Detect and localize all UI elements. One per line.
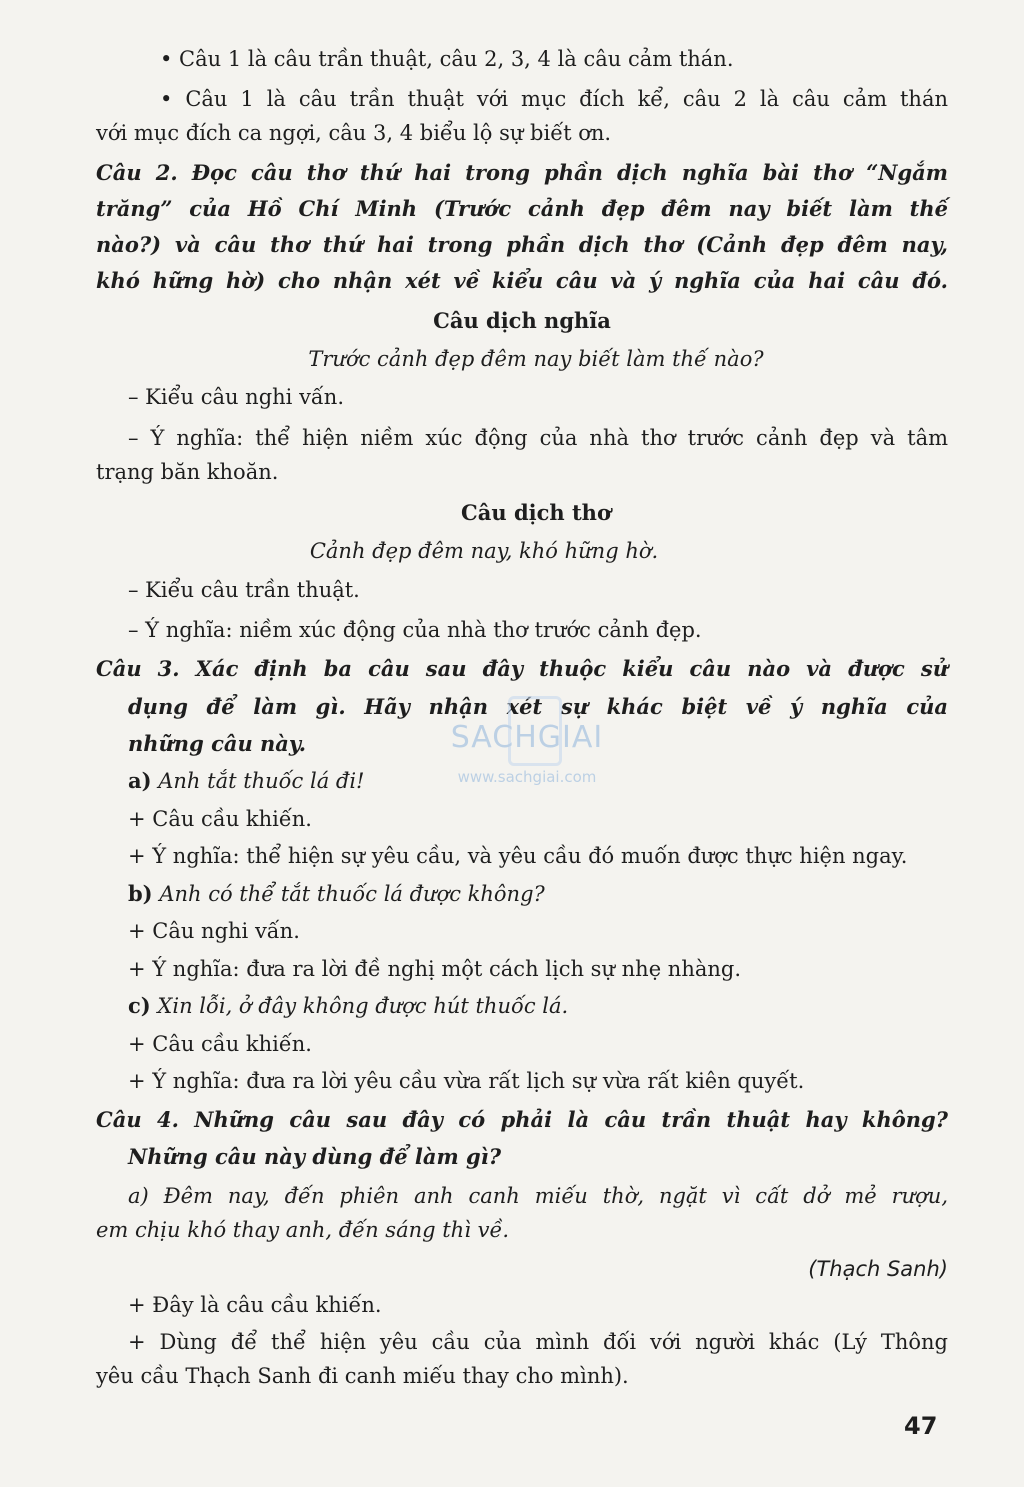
- verse-dich-tho: Cảnh đẹp đêm nay, khó hững hờ.: [309, 539, 659, 563]
- answer-4-purpose-line-1: + Dùng để thể hiện yêu cầu của mình đối với người khác (Lý Thông: [128, 1330, 948, 1354]
- item-b-sentence: Anh có thể tắt thuốc lá được không?: [159, 882, 545, 906]
- verse-dich-nghia: Trước cảnh đẹp đêm nay biết làm thế nào?: [308, 347, 764, 371]
- watermark-url: www.sachgiai.com: [457, 768, 597, 786]
- question-4-line-1: Câu 4. Những câu sau đây có phải là câu trần thuật hay không?: [96, 1107, 948, 1132]
- page-number: 47: [904, 1412, 938, 1440]
- item-b-type: + Câu nghi vấn.: [128, 919, 300, 943]
- item-c-label: c): [128, 993, 151, 1018]
- item-a-sentence: Anh tắt thuốc lá đi!: [158, 769, 365, 793]
- item-b-label: b): [128, 881, 153, 906]
- question-4-excerpt-line-1: a) Đêm nay, đến phiên anh canh miếu thờ, ngặt vì cất dở mẻ rượu,: [128, 1184, 948, 1208]
- watermark: [412, 694, 642, 794]
- question-3-line-1: Câu 3. Xác định ba câu sau đây thuộc kiểu câu nào và được sử: [96, 656, 948, 681]
- answer-bullet-2-line-2: với mục đích ca ngợi, câu 3, 4 biểu lộ sự biết ơn.: [96, 121, 612, 145]
- question-3-line-3: những câu này.: [128, 731, 307, 756]
- excerpt-source: (Thạch Sanh): [808, 1257, 948, 1281]
- question-4-line-2: Những câu này dùng để làm gì?: [128, 1144, 502, 1169]
- watermark-brand: SACHGIAI: [450, 720, 604, 755]
- item-c-meaning: + Ý nghĩa: đưa ra lời yêu cầu vừa rất lịch sự vừa rất kiên quyết.: [128, 1069, 805, 1093]
- item-c-type: + Câu cầu khiến.: [128, 1032, 312, 1056]
- question-4-excerpt-line-2: em chịu khó thay anh, đến sáng thì về.: [96, 1218, 510, 1242]
- answer-y-nghia-2: – Ý nghĩa: niềm xúc động của nhà thơ trước cảnh đẹp.: [128, 618, 702, 642]
- item-b-meaning: + Ý nghĩa: đưa ra lời đề nghị một cách lịch sự nhẹ nhàng.: [128, 957, 742, 981]
- question-3-line-2: dụng để làm gì. Hãy nhận xét sự khác biệt về ý nghĩa của: [128, 694, 948, 719]
- question-2-line-1: Câu 2. Đọc câu thơ thứ hai trong phần dịch nghĩa bài thơ “Ngắm: [96, 160, 948, 185]
- answer-bullet-2-line-1: • Câu 1 là câu trần thuật với mục đích kể, câu 2 là câu cảm thán: [160, 87, 948, 111]
- answer-kieu-cau-1: – Kiểu câu nghi vấn.: [128, 385, 344, 409]
- answer-y-nghia-1-line-2: trạng băn khoăn.: [96, 460, 279, 484]
- item-a-label: a): [128, 768, 152, 793]
- answer-y-nghia-1-line-1: – Ý nghĩa: thể hiện niềm xúc động của nhà thơ trước cảnh đẹp và tâm: [128, 426, 948, 450]
- answer-kieu-cau-2: – Kiểu câu trần thuật.: [128, 578, 360, 602]
- question-2-line-4: khó hững hờ) cho nhận xét về kiểu câu và ý nghĩa của hai câu đó.: [96, 268, 948, 293]
- question-2-line-2: trăng” của Hồ Chí Minh (Trước cảnh đẹp đêm nay biết làm thế: [96, 196, 948, 221]
- answer-4-type: + Đây là câu cầu khiến.: [128, 1293, 382, 1317]
- answer-4-purpose-line-2: yêu cầu Thạch Sanh đi canh miếu thay cho mình).: [96, 1364, 629, 1388]
- answer-bullet-1: • Câu 1 là câu trần thuật, câu 2, 3, 4 là câu cảm thán.: [160, 47, 734, 71]
- item-a: [128, 768, 364, 794]
- item-a-type: + Câu cầu khiến.: [128, 807, 312, 831]
- item-a-meaning: + Ý nghĩa: thể hiện sự yêu cầu, và yêu cầu đó muốn được thực hiện ngay.: [128, 844, 908, 868]
- heading-cau-dich-tho: Câu dịch thơ: [461, 500, 611, 525]
- item-b: [128, 881, 545, 907]
- heading-cau-dich-nghia: Câu dịch nghĩa: [433, 308, 611, 333]
- question-2-line-3: nào?) và câu thơ thứ hai trong phần dịch thơ (Cảnh đẹp đêm nay,: [96, 232, 948, 257]
- item-c: [128, 993, 568, 1019]
- item-c-sentence: Xin lỗi, ở đây không được hút thuốc lá.: [157, 994, 569, 1018]
